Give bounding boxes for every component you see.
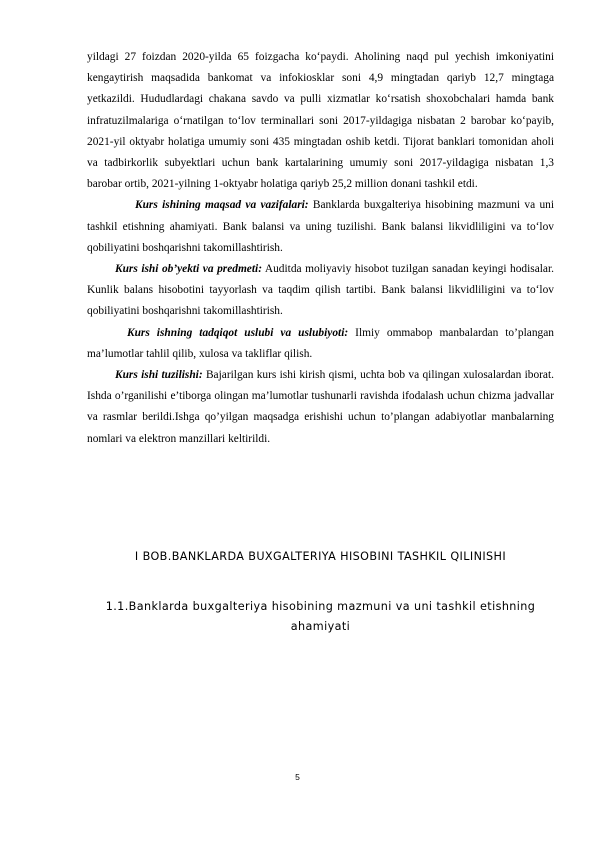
- method-text: Ilmiy ommabop manbalardan to’plangan ma’lumotlar tahlil qilib, xulosa va takliflar qilish.: [87, 326, 554, 360]
- object-label: Kurs ishi ob’yekti va predmeti:: [115, 263, 262, 276]
- chapter-heading: I BOB.BANKLARDA BUXGALTERIYA HISOBINI TASHKIL QILINISHI: [134, 550, 507, 563]
- paragraph-structure: [87, 365, 554, 450]
- paragraph-goals: [87, 195, 554, 259]
- structure-label: Kurs ishi tuzilishi:: [115, 369, 203, 382]
- goals-label: Kurs ishining maqsad va vazifalari:: [135, 199, 309, 212]
- page-number: 5: [295, 772, 300, 782]
- structure-text: Bajarilgan kurs ishi kirish qismi, uchta bob va qilingan xulosalardan iborat. Ishda o’rganilishi e’tiborga olingan ma’lumotlar tushunarli ravishda ifodalash uchun chizma jadvallar va rasmlar berildi.Ishga qo’yilgan maqsadga erishishi uchun to’plangan adabiyotlar manbalarning nomlari va elektron manzillari keltirildi.: [87, 369, 555, 445]
- body-text: [87, 47, 554, 450]
- method-label: Kurs ishning tadqiqot uslubi va uslubiyoti:: [127, 326, 349, 339]
- goals-text: Banklarda buxgalteriya hisobining mazmuni va uni tashkil etishning ahamiyati. Bank balansi va uning tuzilishi. Bank balansi likvidliligini va to‘lov qobiliyatini boshqarishni takomillashtirish.: [87, 199, 554, 254]
- paragraph-object: [87, 259, 554, 323]
- paragraph-method: [87, 323, 554, 365]
- object-text: Auditda moliyaviy hisobot tuzilgan sanadan keyingi hodisalar. Kunlik balans hisobotini tayyorlash va taqdim qilish tartibi. Bank balansi likvidliligini va to‘lov qobiliyatini boshqarishni takomillashtirish.: [87, 263, 554, 318]
- paragraph-intro: yildagi 27 foizdan 2020-yilda 65 foizgacha ko‘paydi. Aholining naqd pul yechish imkoniyatini kengaytirish maqsadida bankomat va infokiosklar soni 4,9 mingtadan qariyb 12,7 mingtaga yetkazildi. Hududlardagi chakana savdo va pulli xizmatlar ko‘rsatish shoxobchalari hamda bank infratuzilmalariga o‘rnatilgan to‘lov terminallari soni 2017-yildagiga nisbatan 2 barobar ko‘payib, 2021-yil oktyabr holatiga umumiy soni 435 mingtadan oshib ketdi. Tijorat banklari tomonidan aholi va tadbirkorlik subyektlari uchun bank kartalarining umumiy soni 2017-yildagiga nisbatan 1,3 barobar ortib, 2021-yilning 1-oktyabr holatiga qariyb 25,2 million donani tashkil etdi.: [87, 51, 554, 191]
- section-heading: 1.1.Banklarda buxgalteriya hisobining mazmuni va uni tashkil etishning ahamiyati: [105, 600, 536, 633]
